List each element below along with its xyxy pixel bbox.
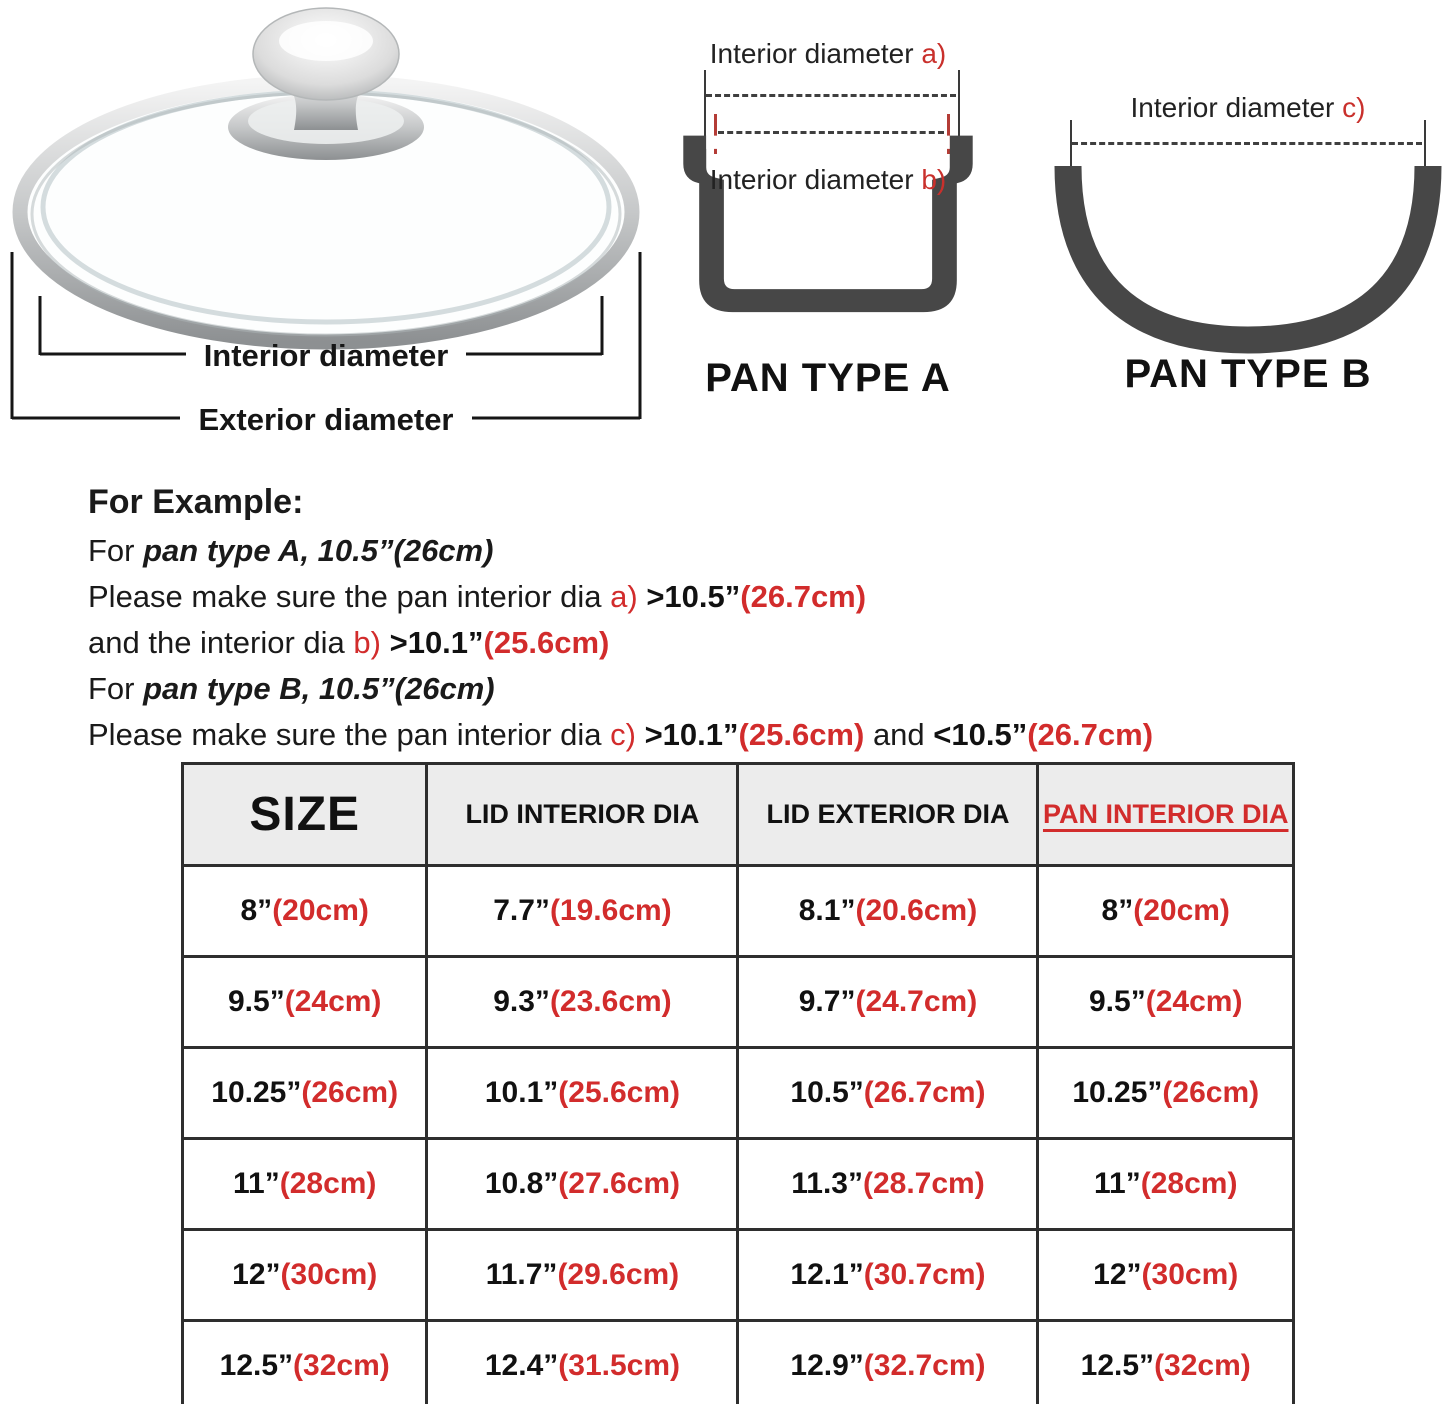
glass-lid-photo <box>0 0 660 460</box>
inch-value: 9.7” <box>798 985 856 1018</box>
table-cell <box>183 1230 427 1321</box>
dim-a-dashed-line <box>706 94 956 97</box>
interior-diameter-label: Interior diameter <box>203 338 449 373</box>
table-cell <box>738 1321 1038 1404</box>
table-row <box>183 1321 1294 1404</box>
inch-value: 10.8” <box>484 1167 559 1200</box>
pan-type-b-figure <box>1052 92 1444 404</box>
table-cell <box>427 1321 738 1404</box>
inch-value: 10.5” <box>790 1076 864 1109</box>
table-cell <box>1038 1139 1294 1230</box>
inch-value: 12.4” <box>484 1349 559 1382</box>
table-cell <box>738 957 1038 1048</box>
pan-b-body <box>1068 166 1428 340</box>
example-segment: Please make sure the pan interior dia <box>88 579 611 614</box>
dim-a-tick-right <box>958 70 960 136</box>
pan-b-caption: PAN TYPE B <box>1124 352 1372 396</box>
table-cell <box>427 1139 738 1230</box>
pan-b-drawing <box>1052 158 1444 363</box>
table-cell <box>427 1048 738 1139</box>
pan-a-body <box>683 136 972 312</box>
table-cell <box>1038 957 1294 1048</box>
table-cell <box>427 866 738 957</box>
inch-value: 11.7” <box>485 1258 558 1291</box>
example-segment: pan type A, 10.5”(26cm) <box>143 533 494 568</box>
cm-value: (24.7cm) <box>855 985 978 1018</box>
cm-value: (29.6cm) <box>557 1258 680 1291</box>
table-row <box>183 1139 1294 1230</box>
table-cell <box>738 866 1038 957</box>
example-segment: >10.1” <box>380 625 484 660</box>
table-cell <box>183 957 427 1048</box>
inch-value: 7.7” <box>493 894 550 927</box>
table-cell <box>1038 866 1294 957</box>
pan-a-rim-notch-left <box>706 136 717 149</box>
example-lines <box>88 528 1418 758</box>
example-segment: and <box>864 717 934 752</box>
inch-value: 8” <box>240 894 273 927</box>
pan-type-a-figure <box>678 38 978 410</box>
size-table-header <box>183 764 1294 866</box>
cm-value: (20cm) <box>1133 894 1230 927</box>
table-row <box>183 1230 1294 1321</box>
example-segment: (25.6cm) <box>483 625 610 660</box>
cm-value: (32cm) <box>293 1349 390 1382</box>
table-cell <box>738 1230 1038 1321</box>
example-segment: For <box>88 533 144 568</box>
example-segment: (26.7cm) <box>740 579 867 614</box>
table-cell <box>183 1048 427 1139</box>
example-segment: >10.1” <box>635 717 739 752</box>
cm-value: (31.5cm) <box>558 1349 680 1382</box>
pan-a-dim-a-label <box>678 38 978 70</box>
example-segment: (25.6cm) <box>738 717 865 752</box>
example-line <box>88 712 1418 758</box>
inch-value: 12.5” <box>219 1349 294 1382</box>
table-row <box>183 866 1294 957</box>
pan-a-caption: PAN TYPE A <box>705 356 951 400</box>
cm-value: (32cm) <box>1154 1349 1251 1382</box>
table-cell <box>1038 1048 1294 1139</box>
dim-b-marker: b) <box>921 164 947 195</box>
inch-value: 8” <box>1101 894 1134 927</box>
cm-value: (28cm) <box>1140 1167 1238 1200</box>
cm-value: (26cm) <box>301 1076 399 1109</box>
header-pan-interior: PAN INTERIOR DIA <box>1038 764 1294 866</box>
inch-value: 9.5” <box>1089 985 1146 1018</box>
inch-value: 10.25” <box>1072 1076 1163 1109</box>
example-heading: For Example: <box>88 483 304 521</box>
example-segment: For <box>88 671 144 706</box>
dim-a-marker: a) <box>921 38 947 69</box>
dim-a-text: Interior diameter <box>709 38 922 69</box>
pan-a-dim-b-label <box>678 164 978 196</box>
inch-value: 12.5” <box>1080 1349 1155 1382</box>
pan-a-rim-notch-right <box>938 136 949 149</box>
cm-value: (23.6cm) <box>549 985 672 1018</box>
inch-value: 12.1” <box>790 1258 864 1291</box>
dim-a-tick-left <box>704 70 706 136</box>
size-table <box>181 762 1295 1404</box>
inch-value: 11” <box>232 1167 280 1200</box>
inch-value: 10.25” <box>211 1076 302 1109</box>
knob-cap-highlight <box>279 21 373 61</box>
cm-value: (24cm) <box>284 985 382 1018</box>
table-cell <box>738 1048 1038 1139</box>
example-segment: a) <box>610 579 638 614</box>
inch-value: 12.9” <box>790 1349 864 1382</box>
pan-b-dim-c-label <box>1052 92 1444 124</box>
example-segment: >10.5” <box>637 579 741 614</box>
dim-c-text: Interior diameter <box>1130 92 1343 123</box>
inch-value: 12” <box>1093 1258 1142 1291</box>
size-table-body <box>183 866 1294 1404</box>
table-cell <box>427 957 738 1048</box>
cm-value: (19.6cm) <box>549 894 672 927</box>
inch-value: 8.1” <box>798 894 856 927</box>
dim-c-marker: c) <box>1342 92 1366 123</box>
cm-value: (30.7cm) <box>863 1258 986 1291</box>
table-cell <box>183 866 427 957</box>
lid-figure <box>0 0 660 460</box>
cm-value: (26cm) <box>1162 1076 1260 1109</box>
cm-value: (27.6cm) <box>558 1167 680 1200</box>
cm-value: (25.6cm) <box>558 1076 680 1109</box>
example-segment: c) <box>610 717 636 752</box>
header-size: SIZE <box>183 764 427 866</box>
example-segment: Please make sure the pan interior dia <box>88 717 611 752</box>
example-segment: b) <box>353 625 381 660</box>
header-row <box>183 764 1294 866</box>
table-row <box>183 957 1294 1048</box>
table-cell <box>1038 1321 1294 1404</box>
inch-value: 9.3” <box>493 985 550 1018</box>
example-line <box>88 574 1418 620</box>
header-lid-interior: LID INTERIOR DIA <box>427 764 738 866</box>
header-lid-exterior: LID EXTERIOR DIA <box>738 764 1038 866</box>
inch-value: 10.1” <box>484 1076 559 1109</box>
example-line <box>88 528 1418 574</box>
table-cell <box>183 1321 427 1404</box>
cm-value: (30cm) <box>1141 1258 1239 1291</box>
inch-value: 11” <box>1094 1167 1141 1200</box>
example-line <box>88 666 1418 712</box>
inch-value: 12” <box>232 1258 281 1291</box>
example-segment: <10.5” <box>933 717 1028 752</box>
cm-value: (30cm) <box>280 1258 378 1291</box>
table-cell <box>427 1230 738 1321</box>
cm-value: (32.7cm) <box>863 1349 986 1382</box>
example-segment: and the interior dia <box>88 625 354 660</box>
cm-value: (20.6cm) <box>855 894 978 927</box>
example-segment: (26.7cm) <box>1027 717 1154 752</box>
example-block <box>88 483 1418 758</box>
example-line <box>88 620 1418 666</box>
cm-value: (26.7cm) <box>863 1076 986 1109</box>
table-row <box>183 1048 1294 1139</box>
table-cell <box>738 1139 1038 1230</box>
cm-value: (24cm) <box>1145 985 1243 1018</box>
cm-value: (28.7cm) <box>862 1167 985 1200</box>
inch-value: 11.3” <box>791 1167 863 1200</box>
table-cell <box>1038 1230 1294 1321</box>
dim-b-text: Interior diameter <box>709 164 922 195</box>
cm-value: (20cm) <box>272 894 369 927</box>
table-cell <box>183 1139 427 1230</box>
exterior-diameter-label: Exterior diameter <box>198 402 454 437</box>
example-segment: pan type B, 10.5”(26cm) <box>143 671 495 706</box>
dim-c-dashed-line <box>1072 142 1422 145</box>
inch-value: 9.5” <box>227 985 285 1018</box>
cm-value: (28cm) <box>279 1167 377 1200</box>
